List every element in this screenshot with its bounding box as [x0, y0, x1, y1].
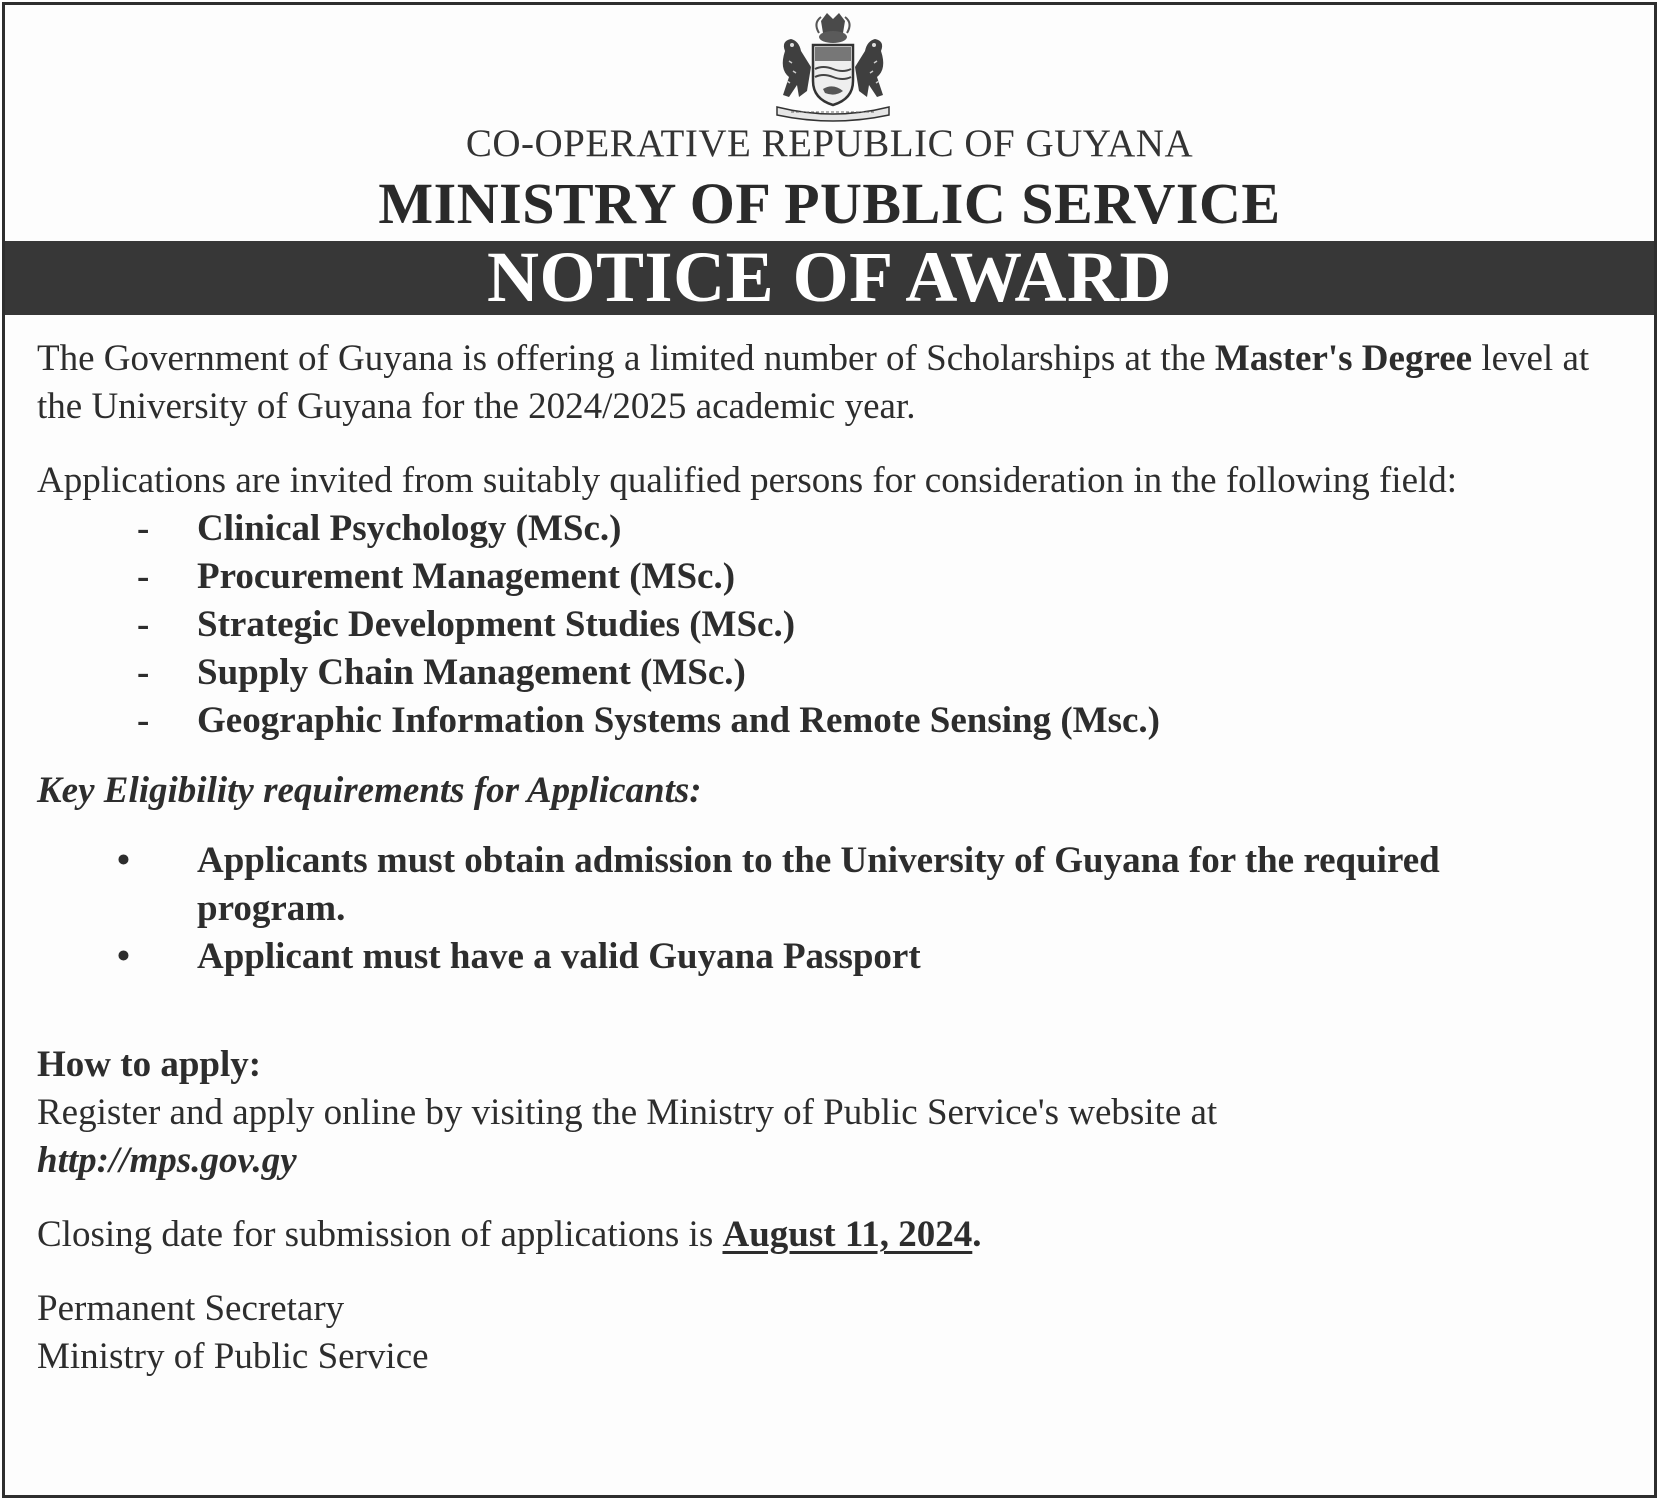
list-item — [37, 601, 1627, 649]
dash-marker: - — [137, 700, 150, 741]
coat-of-arms-icon — [763, 11, 903, 123]
dash-marker: - — [137, 556, 150, 597]
eligibility-heading: Key Eligibility requirements for Applicants: — [37, 770, 702, 811]
list-item — [37, 553, 1627, 601]
signature-title: Permanent Secretary — [37, 1288, 345, 1329]
bullet-marker: • — [117, 840, 130, 881]
how-to-apply-heading: How to apply: — [37, 1044, 262, 1085]
closing-paragraph — [37, 1211, 1627, 1259]
field-name: Geographic Information Systems and Remote Sensing (Msc.) — [197, 700, 1160, 741]
closing-date: August 11, 2024 — [722, 1214, 973, 1255]
ministry-title: MINISTRY OF PUBLIC SERVICE — [378, 171, 1281, 236]
requirement-text: Applicants must obtain admission to the University of Guyana for the required program. — [197, 840, 1440, 929]
field-name: Clinical Psychology (MSc.) — [197, 508, 622, 549]
how-to-apply-text: Register and apply online by visiting the Ministry of Public Service's website at — [37, 1092, 1218, 1133]
closing-period: . — [972, 1214, 982, 1255]
signature-org: Ministry of Public Service — [37, 1336, 429, 1377]
notice-banner — [5, 237, 1654, 317]
applications-paragraph: Applications are invited from suitably qualified persons for consideration in the following field: — [37, 460, 1458, 501]
list-item — [37, 933, 1487, 981]
banner-title: NOTICE OF AWARD — [487, 237, 1172, 317]
fields-list — [37, 505, 1627, 745]
bullet-marker: • — [117, 936, 130, 977]
requirement-text: Applicant must have a valid Guyana Passport — [197, 936, 921, 977]
list-item — [37, 697, 1627, 745]
list-item — [37, 649, 1627, 697]
intro-paragraph — [37, 335, 1627, 431]
intro-degree: Master's Degree — [1214, 338, 1473, 379]
field-name: Strategic Development Studies (MSc.) — [197, 604, 796, 645]
closing-text: Closing date for submission of applications is — [37, 1214, 723, 1255]
intro-text-1: The Government of Guyana is offering a limited number of Scholarships at the — [37, 338, 1215, 379]
dash-marker: - — [137, 652, 150, 693]
eligibility-list — [37, 837, 1627, 981]
list-item — [37, 505, 1627, 553]
republic-title: CO-OPERATIVE REPUBLIC OF GUYANA — [465, 122, 1194, 165]
website-link[interactable]: http://mps.gov.gy — [37, 1140, 297, 1181]
dash-marker: - — [137, 508, 150, 549]
notice-frame — [2, 2, 1657, 1498]
field-name: Supply Chain Management (MSc.) — [197, 652, 746, 693]
list-item — [37, 837, 1487, 933]
notice-body — [37, 335, 1627, 1381]
intro-text-2: level at the University of Guyana for the 2024/2025 academic year. — [37, 338, 1590, 427]
dash-marker: - — [137, 604, 150, 645]
field-name: Procurement Management (MSc.) — [197, 556, 736, 597]
